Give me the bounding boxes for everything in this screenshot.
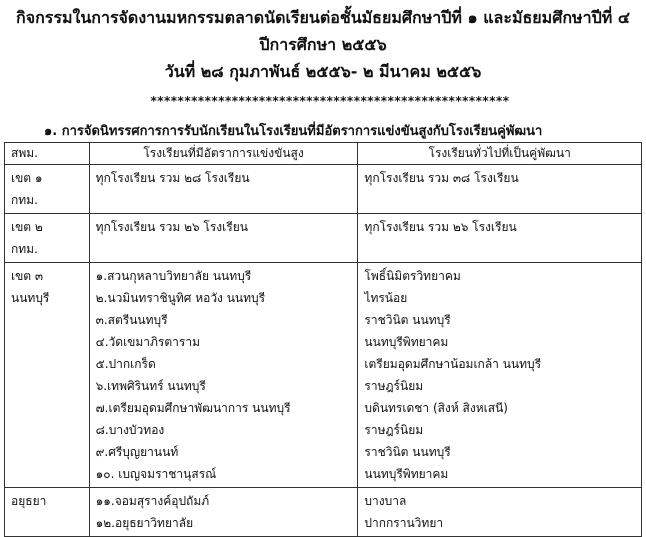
list-item: ๙.ศรีบุญยานนท์ — [95, 445, 179, 459]
title-line-1: กิจกรรมในการจัดงานมหกรรมตลาดนัดเรียนต่อชั้นมัธยมศึกษาปีที่ ๑ และมัธยมศึกษาปีที่ ๔ — [16, 8, 630, 27]
list-item: ๑.สวนกุหลาบวิทยาลัย นนทบุรี — [95, 269, 252, 283]
schools-table — [4, 142, 642, 537]
header-high-competition: โรงเรียนที่มีอัตราการแข่งขันสูง — [89, 143, 358, 165]
list-item: ราชวินิต นนทบุรี — [364, 313, 451, 327]
list-item: ราษฎร์นิยม — [364, 379, 424, 393]
partner-school-cell — [358, 263, 642, 488]
high-school-cell — [89, 488, 358, 537]
list-item: ปากกรานวิทยา — [364, 516, 444, 530]
title-line-2: ปีการศึกษา ๒๕๕๖ — [259, 35, 387, 54]
list-item: โพธิ์นิมิตรวิทยาคม — [364, 269, 461, 283]
list-item: ๖.เทพศิรินทร์ นนทบุรี — [95, 379, 206, 393]
separator: ***************************************************** — [150, 94, 510, 108]
list-item: ๔.วัดเขมาภิรตาราม — [95, 335, 201, 349]
table-header-row — [5, 143, 642, 165]
area-cell: อยุธยา — [5, 488, 90, 537]
table-row — [5, 263, 642, 488]
high-school-cell: ทุกโรงเรียน รวม ๒๘ โรงเรียน — [89, 165, 358, 214]
list-item: ราษฎร์นิยม — [364, 423, 424, 437]
area-cell: เขต ๒ กทม. — [5, 214, 90, 263]
partner-school-cell — [358, 488, 642, 537]
list-item: ราชวินิต นนทบุรี — [364, 445, 451, 459]
list-item: เตรียมอุดมศึกษาน้อมเกล้า นนทบุรี — [364, 357, 542, 371]
high-school-cell — [89, 263, 358, 488]
title-line-3: วันที่ ๒๘ กุมภาพันธ์ ๒๕๕๖- ๒ มีนาคม ๒๕๕๖ — [164, 62, 482, 81]
list-item: ๑๒.อยุธยาวิทยาลัย — [95, 516, 194, 530]
list-item: ๕.ปากเกร็ด — [95, 357, 156, 371]
header-partner: โรงเรียนทั่วไปที่เป็นคู่พัฒนา — [358, 143, 642, 165]
list-item: ๓.สตรีนนทบุรี — [95, 313, 168, 327]
list-item: ๑๑.จอมสุรางค์อุปถัมภ์ — [95, 494, 210, 508]
list-item: บางบาล — [364, 494, 407, 508]
list-item: ไทรน้อย — [364, 291, 408, 305]
list-item: บดินทรเดชา (สิงห์ สิงหเสนี) — [364, 401, 508, 415]
section-heading: ๑. การจัดนิทรรศการการรับนักเรียนในโรงเรียนที่มีอัตราการแข่งขันสูงกับโรงเรียนคู่พัฒนา — [44, 124, 543, 139]
table-row — [5, 214, 642, 263]
table-row — [5, 488, 642, 537]
partner-school-cell: ทุกโรงเรียน รวม ๓๘ โรงเรียน — [358, 165, 642, 214]
area-cell: เขต ๑ กทม. — [5, 165, 90, 214]
area-cell: เขต ๓ นนทบุรี — [5, 263, 90, 488]
list-item: นนทบุรีพิทยาคม — [364, 467, 449, 481]
table-row — [5, 165, 642, 214]
high-school-cell: ทุกโรงเรียน รวม ๒๖ โรงเรียน — [89, 214, 358, 263]
list-item: ๗.เตรียมอุดมศึกษาพัฒนาการ นนทบุรี — [95, 401, 291, 415]
document-title — [0, 4, 646, 85]
list-item: ๘.บางบัวทอง — [95, 423, 165, 437]
list-item: ๒.นวมินทราชินูทิศ หอวัง นนทบุรี — [95, 291, 266, 305]
header-area: สพม. — [5, 143, 90, 165]
partner-school-cell: ทุกโรงเรียน รวม ๒๖ โรงเรียน — [358, 214, 642, 263]
list-item: นนทบุรีพิทยาคม — [364, 335, 449, 349]
list-item: ๑๐. เบญจมราชานุสรณ์ — [95, 467, 217, 481]
